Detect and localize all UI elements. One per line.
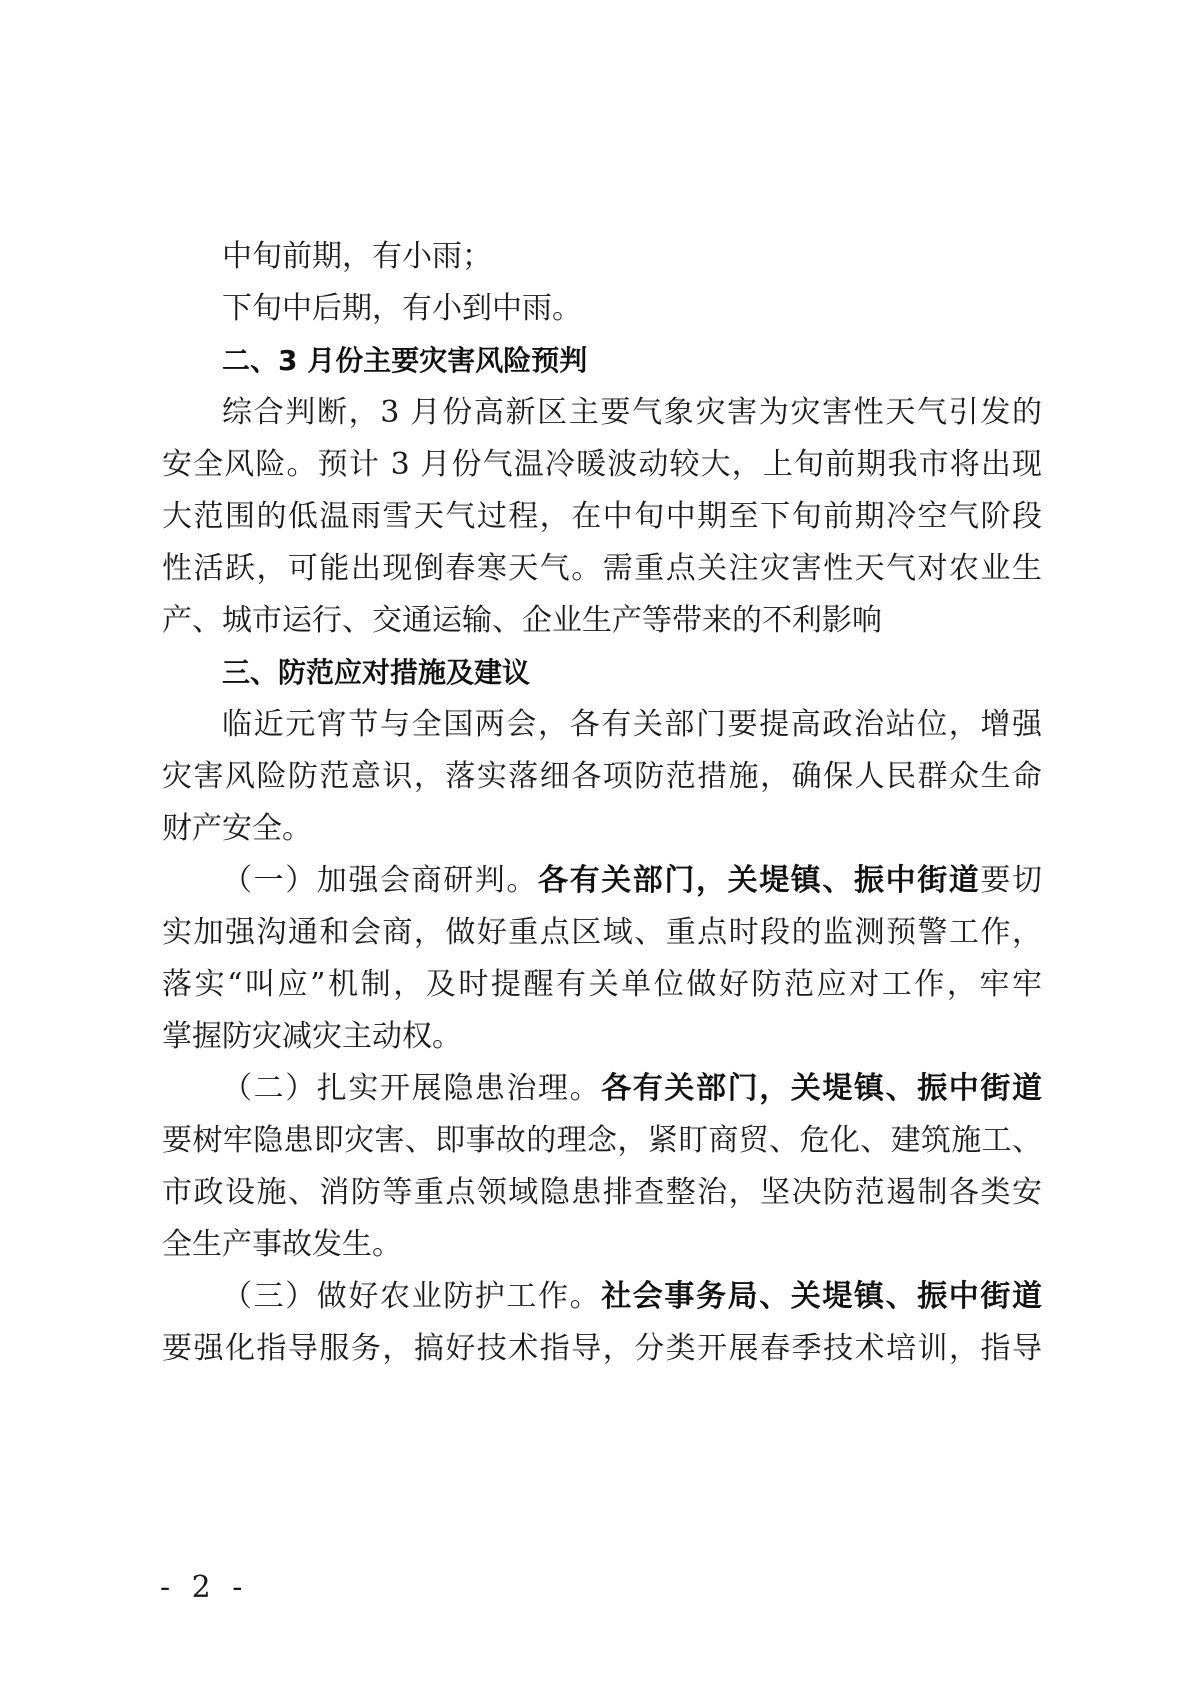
paragraph-line: 市政设施、消防等重点领域隐患排查整治，坚决防范遏制各类安 bbox=[162, 1175, 1042, 1210]
paragraph-line: 临近元宵节与全国两会，各有关部门要提高政治站位，增强 bbox=[222, 707, 1042, 742]
responsible-units: 各有关部门，关堤镇、振中街道 bbox=[601, 1071, 1043, 1106]
paragraph-line: 掌握防灾减灾主动权。 bbox=[162, 1019, 462, 1054]
paragraph-line: 要树牢隐患即灾害、即事故的理念，紧盯商贸、危化、建筑施工、 bbox=[162, 1123, 1042, 1158]
paragraph-line: 灾害风险防范意识，落实落细各项防范措施，确保人民群众生命 bbox=[162, 759, 1042, 794]
responsible-units: 各有关部门，关堤镇、振中街道 bbox=[538, 863, 981, 898]
paragraph-line: 下旬中后期，有小到中雨。 bbox=[222, 291, 582, 326]
paragraph-line: 中旬前期，有小雨； bbox=[222, 239, 492, 274]
paragraph-line: 产、城市运行、交通运输、企业生产等带来的不利影响 bbox=[162, 603, 882, 638]
page-number: - 2 - bbox=[160, 1570, 249, 1605]
section-heading-3: 三、防范应对措施及建议 bbox=[222, 656, 531, 689]
responsible-units: 社会事务局、关堤镇、振中街道 bbox=[601, 1279, 1043, 1314]
item-title: （二）扎实开展隐患治理。 bbox=[222, 1071, 602, 1106]
paragraph-line: 实加强沟通和会商，做好重点区域、重点时段的监测预警工作， bbox=[162, 915, 1042, 950]
item-title: （三）做好农业防护工作。 bbox=[222, 1279, 602, 1314]
document-body bbox=[162, 231, 1042, 1375]
paragraph-line: 综合判断，3 月份高新区主要气象灾害为灾害性天气引发的 bbox=[222, 395, 1042, 430]
item-title: （一）加强会商研判。 bbox=[222, 863, 538, 898]
paragraph-line bbox=[162, 1271, 1042, 1323]
paragraph-line: 财产安全。 bbox=[162, 811, 312, 846]
item-text: 要切 bbox=[980, 863, 1043, 898]
paragraph-line: 安全风险。预计 3 月份气温冷暖波动较大，上旬前期我市将出现 bbox=[162, 447, 1042, 482]
paragraph-line: 大范围的低温雨雪天气过程，在中旬中期至下旬前期冷空气阶段 bbox=[162, 499, 1042, 534]
paragraph-line bbox=[162, 1063, 1042, 1115]
paragraph-line: 落实“叫应”机制，及时提醒有关单位做好防范应对工作，牢牢 bbox=[162, 967, 1042, 1002]
paragraph-line: 要强化指导服务，搞好技术指导，分类开展春季技术培训，指导 bbox=[162, 1331, 1042, 1366]
paragraph-line bbox=[162, 855, 1042, 907]
paragraph-line: 性活跃，可能出现倒春寒天气。需重点关注灾害性天气对农业生 bbox=[162, 551, 1042, 586]
section-heading-2: 二、3 月份主要灾害风险预判 bbox=[222, 344, 588, 377]
paragraph-line: 全生产事故发生。 bbox=[162, 1227, 402, 1262]
